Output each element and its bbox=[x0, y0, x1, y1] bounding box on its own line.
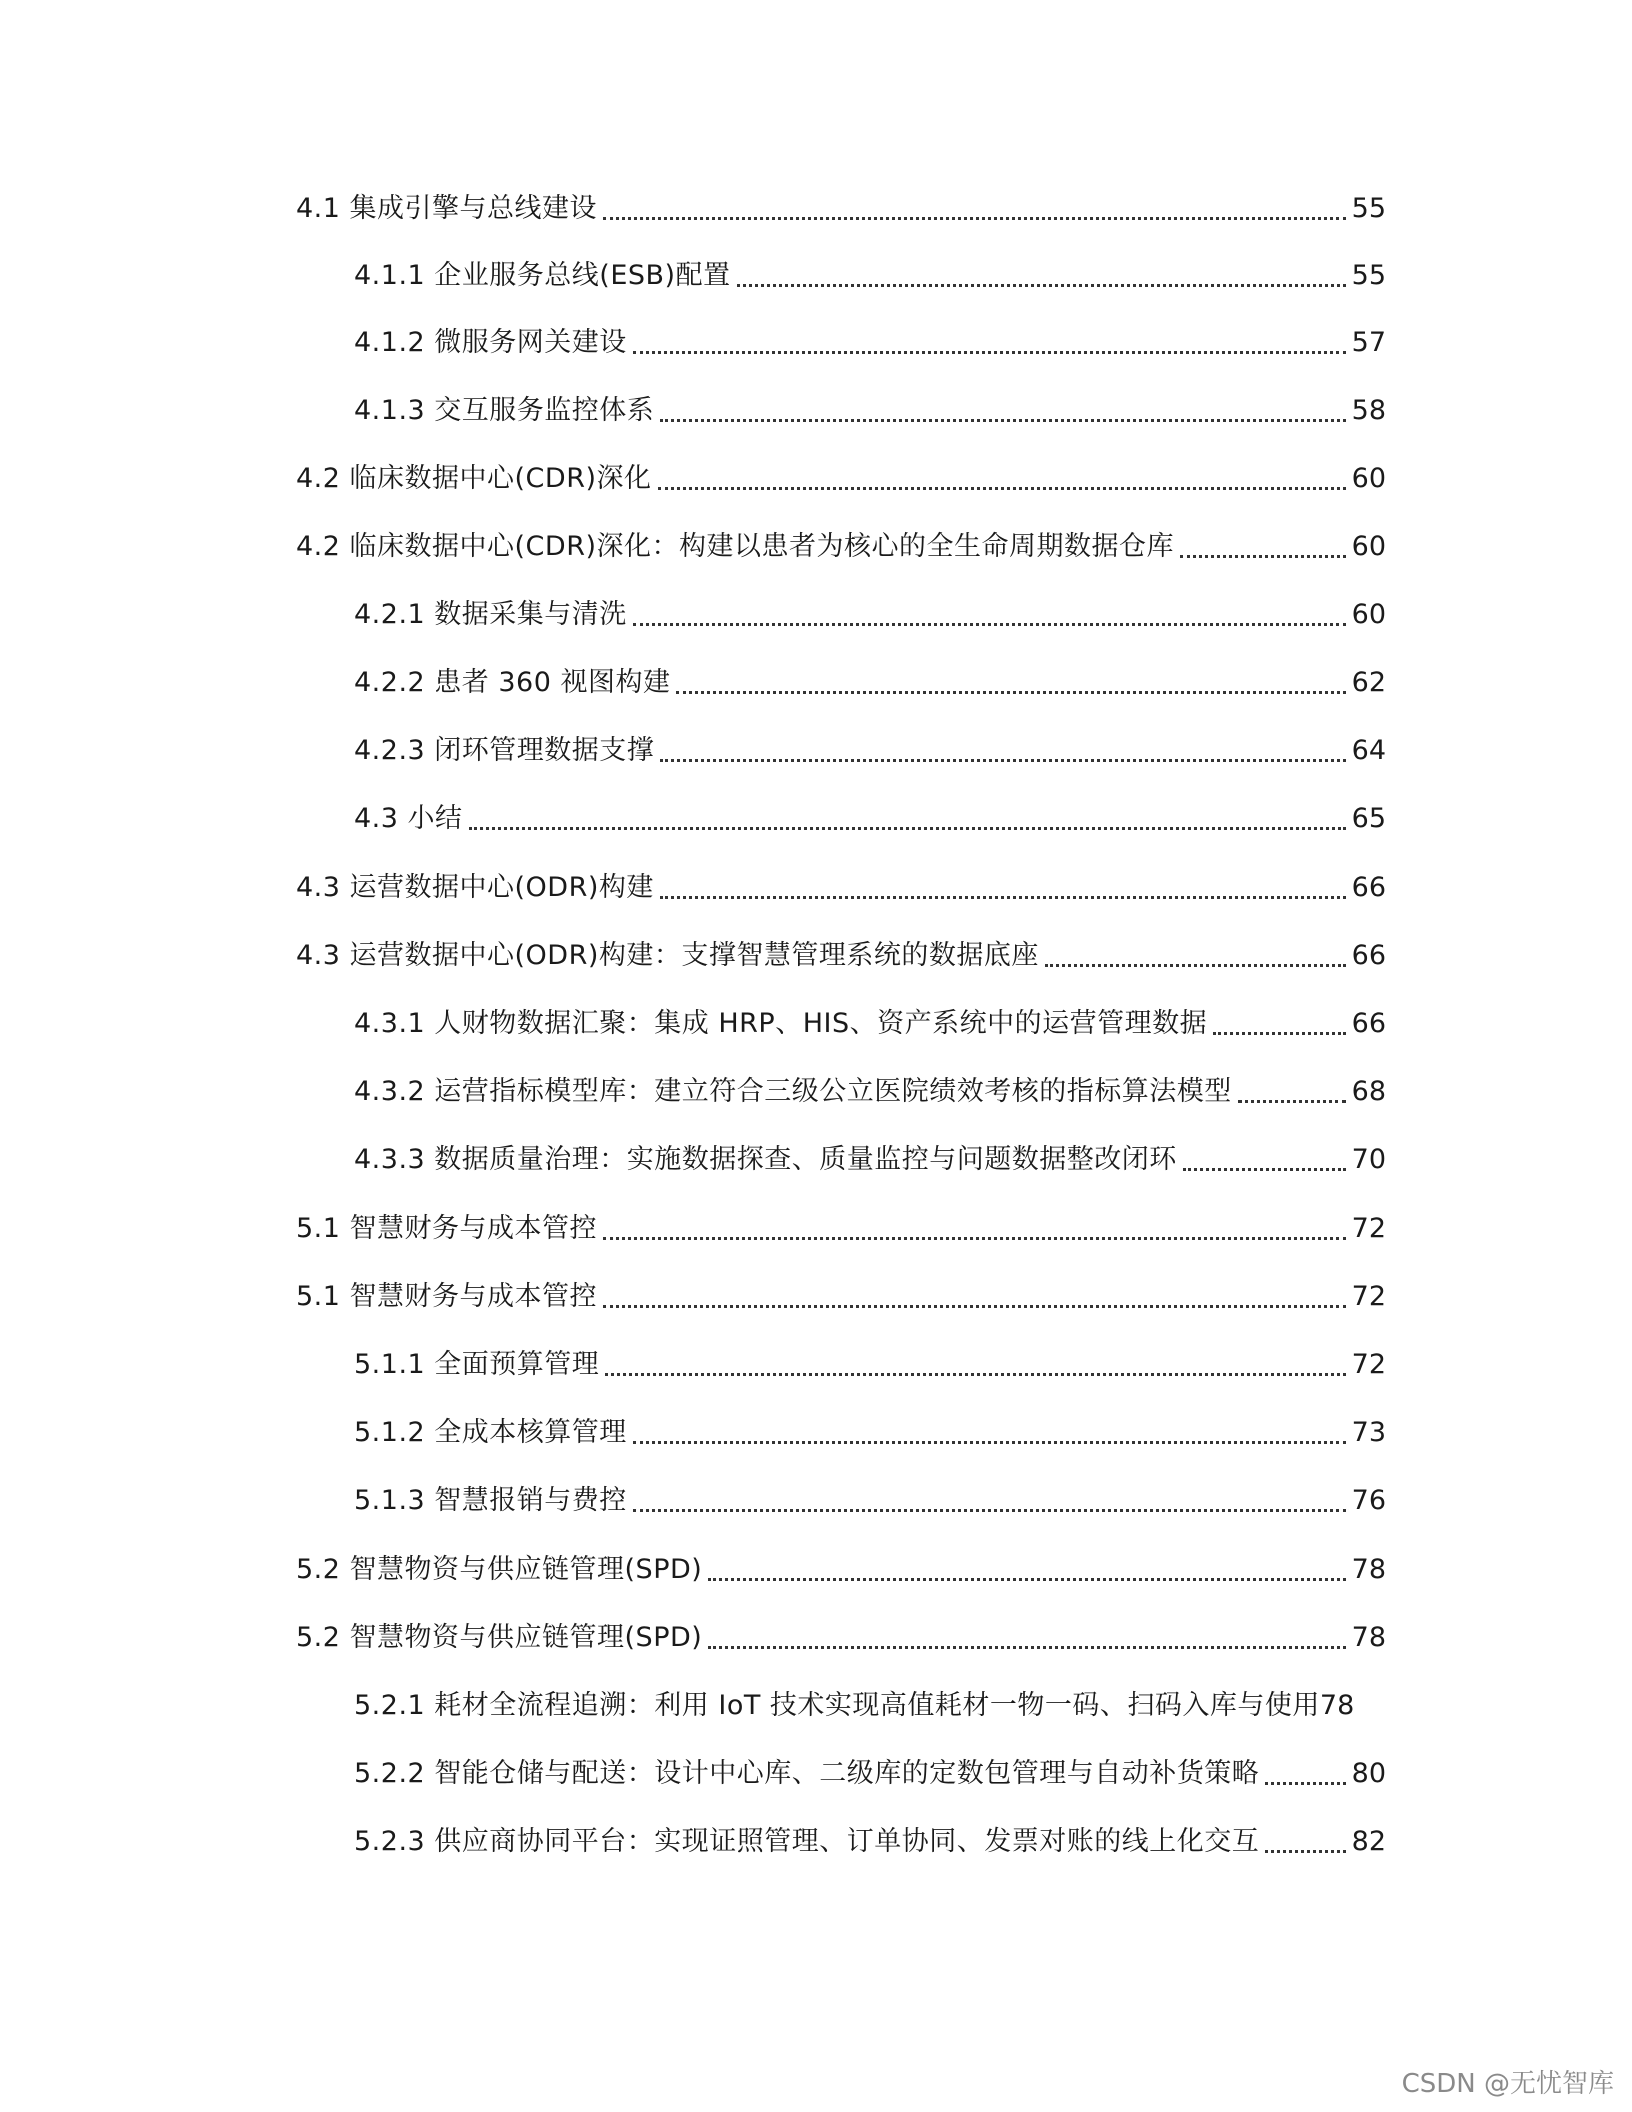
toc-page-number: 57 bbox=[1351, 327, 1386, 358]
toc-page-number: 72 bbox=[1351, 1213, 1386, 1244]
toc-entry-title: 4.3 运营数据中心(ODR)构建 bbox=[296, 872, 654, 903]
toc-entry[interactable] bbox=[296, 459, 1386, 499]
toc-entry-title: 4.1.2 微服务网关建设 bbox=[354, 327, 627, 358]
toc-entry-title: 5.2.2 智能仓储与配送：设计中心库、二级库的定数包管理与自动补货策略 bbox=[354, 1758, 1260, 1789]
toc-entry-title: 4.3.1 人财物数据汇聚：集成 HRP、HIS、资产系统中的运营管理数据 bbox=[354, 1008, 1208, 1039]
toc-page-number: 70 bbox=[1351, 1144, 1386, 1175]
toc-entry[interactable] bbox=[296, 1550, 1386, 1590]
toc-dot-leader bbox=[658, 459, 1346, 499]
toc-page-number: 60 bbox=[1351, 463, 1386, 494]
toc-dot-leader bbox=[603, 1277, 1346, 1317]
watermark-text: CSDN @无忧智库 bbox=[1401, 2069, 1614, 2099]
toc-page-number: 78 bbox=[1351, 1622, 1386, 1653]
toc-page-number: 60 bbox=[1351, 531, 1386, 562]
toc-entry[interactable] bbox=[354, 1140, 1386, 1180]
toc-entry-title: 5.1.3 智慧报销与费控 bbox=[354, 1485, 627, 1516]
toc-entry[interactable] bbox=[354, 1413, 1386, 1453]
toc-entry-title: 4.1 集成引擎与总线建设 bbox=[296, 193, 598, 224]
toc-dot-leader bbox=[708, 1550, 1345, 1590]
toc-entry-title: 4.1.3 交互服务监控体系 bbox=[354, 395, 655, 426]
toc-page-number: 60 bbox=[1351, 599, 1386, 630]
toc-entry[interactable] bbox=[354, 256, 1386, 296]
toc-entry-title: 5.2.1 耗材全流程追溯：利用 IoT 技术实现高值耗材一物一码、扫码入库与使用 bbox=[354, 1690, 1320, 1721]
toc-entry[interactable] bbox=[354, 1686, 1406, 1726]
toc-entry-title: 4.1.1 企业服务总线(ESB)配置 bbox=[354, 260, 731, 291]
toc-dot-leader bbox=[1238, 1072, 1346, 1112]
toc-page-number: 68 bbox=[1351, 1076, 1386, 1107]
toc-dot-leader bbox=[469, 799, 1346, 839]
toc-dot-leader bbox=[660, 868, 1346, 908]
toc-page-number: 73 bbox=[1351, 1417, 1386, 1448]
toc-page-number: 66 bbox=[1351, 872, 1386, 903]
toc-page-number: 64 bbox=[1351, 735, 1386, 766]
toc-entry-title: 4.2.1 数据采集与清洗 bbox=[354, 599, 627, 630]
toc-page-number: 78 bbox=[1319, 1690, 1355, 1721]
toc-entry-title: 5.2 智慧物资与供应链管理(SPD) bbox=[296, 1554, 703, 1585]
toc-entry-title: 4.3 小结 bbox=[354, 803, 463, 834]
toc-dot-leader bbox=[605, 1345, 1345, 1385]
toc-dot-leader bbox=[708, 1618, 1345, 1658]
toc-dot-leader bbox=[1183, 1140, 1346, 1180]
toc-entry-title: 4.2 临床数据中心(CDR)深化 bbox=[296, 463, 652, 494]
toc-page-number: 58 bbox=[1351, 395, 1386, 426]
toc-page-number: 76 bbox=[1351, 1485, 1386, 1516]
toc-entry-title: 4.2.2 患者 360 视图构建 bbox=[354, 667, 671, 698]
toc-dot-leader bbox=[633, 595, 1346, 635]
toc-entry[interactable] bbox=[354, 1481, 1386, 1521]
toc-page-number: 65 bbox=[1351, 803, 1386, 834]
toc-page-number: 55 bbox=[1351, 193, 1386, 224]
toc-entry[interactable] bbox=[296, 936, 1386, 976]
toc-entry-title: 5.1.1 全面预算管理 bbox=[354, 1349, 600, 1380]
toc-entry[interactable] bbox=[354, 1004, 1386, 1044]
toc-dot-leader bbox=[633, 323, 1346, 363]
toc-entry-title: 5.1 智慧财务与成本管控 bbox=[296, 1213, 598, 1244]
toc-entry-title: 4.2 临床数据中心(CDR)深化：构建以患者为核心的全生命周期数据仓库 bbox=[296, 531, 1174, 562]
toc-page-number: 66 bbox=[1351, 940, 1386, 971]
toc-entry[interactable] bbox=[354, 731, 1386, 771]
toc-entry[interactable] bbox=[354, 1072, 1386, 1112]
toc-page-number: 55 bbox=[1351, 260, 1386, 291]
toc-dot-leader bbox=[603, 189, 1346, 229]
toc-entry[interactable] bbox=[296, 1209, 1386, 1249]
toc-entry[interactable] bbox=[296, 189, 1386, 229]
toc-entry-title: 4.2.3 闭环管理数据支撑 bbox=[354, 735, 655, 766]
toc-entry-title: 4.3.3 数据质量治理：实施数据探查、质量监控与问题数据整改闭环 bbox=[354, 1144, 1177, 1175]
toc-dot-leader bbox=[1213, 1004, 1346, 1044]
toc-page-number: 72 bbox=[1351, 1281, 1386, 1312]
toc-entry-title: 5.1.2 全成本核算管理 bbox=[354, 1417, 627, 1448]
toc-dot-leader bbox=[1045, 936, 1346, 976]
toc-dot-leader bbox=[660, 731, 1345, 771]
toc-dot-leader bbox=[676, 663, 1345, 703]
toc-dot-leader bbox=[633, 1481, 1346, 1521]
toc-entry-title: 4.3 运营数据中心(ODR)构建：支撑智慧管理系统的数据底座 bbox=[296, 940, 1039, 971]
toc-page-number: 66 bbox=[1351, 1008, 1386, 1039]
toc-entry[interactable] bbox=[296, 1277, 1386, 1317]
toc-entry[interactable] bbox=[296, 1618, 1386, 1658]
toc-entry-title: 5.2 智慧物资与供应链管理(SPD) bbox=[296, 1622, 703, 1653]
toc-entry[interactable] bbox=[354, 1345, 1386, 1385]
toc-entry[interactable] bbox=[354, 1754, 1386, 1794]
toc-entry[interactable] bbox=[296, 868, 1386, 908]
toc-page-number: 78 bbox=[1351, 1554, 1386, 1585]
toc-dot-leader bbox=[1265, 1754, 1345, 1794]
toc-entry-title: 5.2.3 供应商协同平台：实现证照管理、订单协同、发票对账的线上化交互 bbox=[354, 1826, 1260, 1857]
toc-dot-leader bbox=[603, 1209, 1346, 1249]
toc-entry-title: 4.3.2 运营指标模型库：建立符合三级公立医院绩效考核的指标算法模型 bbox=[354, 1076, 1232, 1107]
toc-entry[interactable] bbox=[354, 391, 1386, 431]
toc-entry[interactable] bbox=[354, 663, 1386, 703]
toc-page-number: 62 bbox=[1351, 667, 1386, 698]
toc-entry[interactable] bbox=[354, 323, 1386, 363]
toc-entry[interactable] bbox=[296, 527, 1386, 567]
toc-page-number: 82 bbox=[1351, 1826, 1386, 1857]
toc-entry[interactable] bbox=[354, 1822, 1386, 1862]
toc-dot-leader bbox=[1180, 527, 1346, 567]
toc-entry[interactable] bbox=[354, 799, 1386, 839]
toc-entry[interactable] bbox=[354, 595, 1386, 635]
toc-dot-leader bbox=[633, 1413, 1346, 1453]
toc-entry-title: 5.1 智慧财务与成本管控 bbox=[296, 1281, 598, 1312]
toc-dot-leader bbox=[660, 391, 1345, 431]
toc-dot-leader bbox=[737, 256, 1346, 296]
toc-dot-leader bbox=[1265, 1822, 1345, 1862]
toc-page-number: 80 bbox=[1351, 1758, 1386, 1789]
toc-page-number: 72 bbox=[1351, 1349, 1386, 1380]
